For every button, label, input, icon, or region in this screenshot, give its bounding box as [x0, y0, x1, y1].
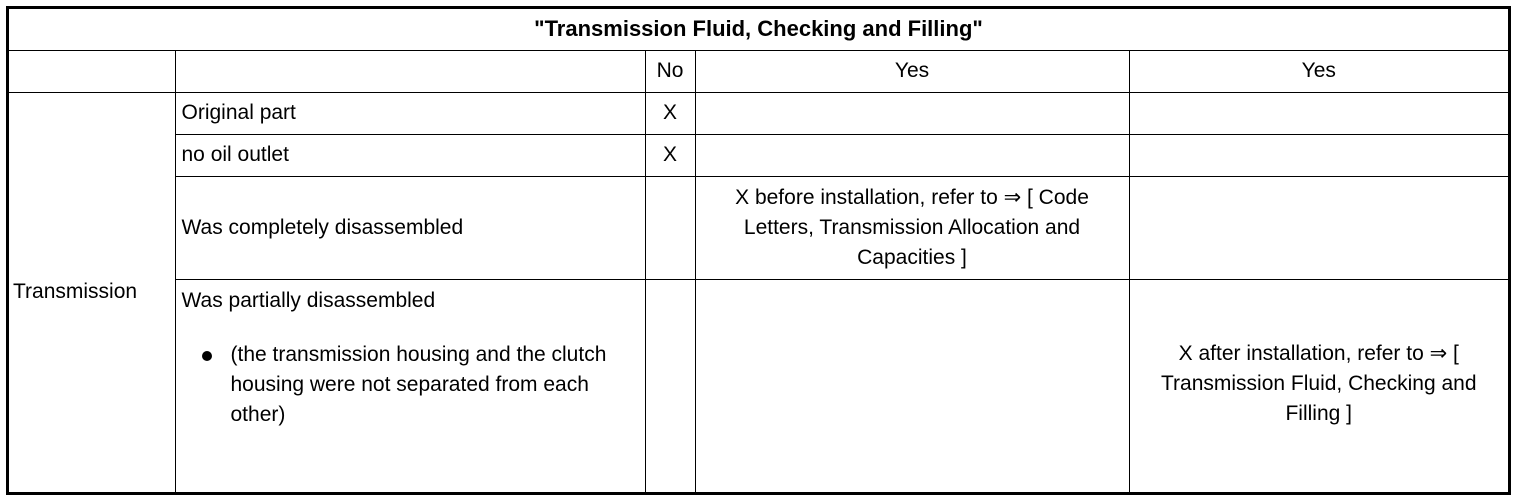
bullet-icon — [202, 351, 212, 361]
fluid-table-frame — [6, 6, 1511, 495]
row-label: Original part — [175, 92, 645, 134]
cell-no: X — [645, 134, 695, 176]
table-row — [9, 92, 1508, 134]
cell-yes-before: X before installation, refer to ⇒ [ Code Letters, Transmission Allocation and Capacities ] — [695, 176, 1129, 279]
bullet-item — [182, 340, 639, 430]
table-row — [9, 279, 1508, 492]
row-label: Was completely disassembled — [175, 176, 645, 279]
fluid-table — [9, 9, 1508, 493]
header-empty-1 — [9, 50, 175, 92]
cell-yes-before — [695, 92, 1129, 134]
table-row — [9, 176, 1508, 279]
cell-yes-after: X after installation, refer to ⇒ [ Transmission Fluid, Checking and Filling ] — [1129, 279, 1508, 492]
row-label-cell — [175, 279, 645, 492]
table-title: "Transmission Fluid, Checking and Filling" — [9, 9, 1508, 50]
cell-yes-before — [695, 134, 1129, 176]
table-row — [9, 134, 1508, 176]
header-empty-2 — [175, 50, 645, 92]
cell-yes-after — [1129, 176, 1508, 279]
header-yes-before: Yes — [695, 50, 1129, 92]
cell-no: X — [645, 92, 695, 134]
row-group-label: Transmission — [9, 92, 175, 492]
header-no: No — [645, 50, 695, 92]
cell-yes-before — [695, 279, 1129, 492]
row-label: no oil outlet — [175, 134, 645, 176]
cell-yes-after — [1129, 92, 1508, 134]
bullet-text: (the transmission housing and the clutch housing were not separated from each other) — [230, 342, 607, 426]
cell-no — [645, 176, 695, 279]
cell-yes-after — [1129, 134, 1508, 176]
header-yes-after: Yes — [1129, 50, 1508, 92]
row-label: Was partially disassembled — [181, 288, 436, 312]
cell-no — [645, 279, 695, 492]
